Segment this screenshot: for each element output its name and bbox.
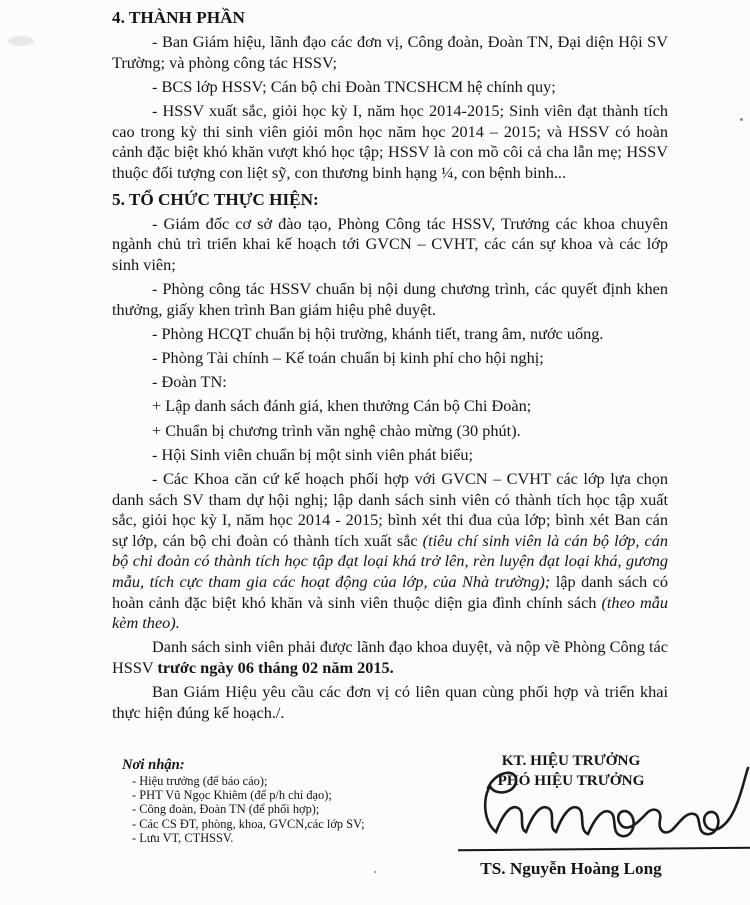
text-run: + Lập danh sách đánh giá, khen thưởng Cán bộ Chi Đoàn; bbox=[152, 396, 532, 416]
paragraph bbox=[112, 98, 668, 184]
document-body bbox=[112, 8, 668, 723]
text-run: - Hội Sinh viên chuẩn bị một sinh viên phát biểu; bbox=[152, 444, 474, 464]
signer-name: TS. Nguyễn Hoàng Long bbox=[480, 859, 662, 878]
signature-position-line: PHÓ HIỆU TRƯỞNG bbox=[497, 771, 645, 789]
signature-authority-line: KT. HIỆU TRƯỞNG bbox=[501, 752, 641, 769]
paragraph bbox=[112, 344, 668, 368]
paragraph bbox=[112, 417, 668, 441]
recipient-item: - Hiệu trưởng (để báo cáo); bbox=[132, 774, 268, 788]
handwritten-signature-icon bbox=[430, 760, 750, 855]
recipients-block bbox=[122, 757, 432, 845]
text-run: Danh sách sinh viên phải được lãnh đạo khoa duyệt, và nộp về Phòng Công tác HSSV bbox=[112, 637, 668, 677]
paragraph bbox=[112, 465, 668, 633]
text-run: - Phòng HCQT chuẩn bị hội trường, khánh tiết, trang âm, nước uống. bbox=[152, 323, 604, 343]
scan-speck bbox=[740, 118, 743, 121]
recipient-item: - Lưu VT, CTHSSV. bbox=[132, 830, 234, 845]
paragraph bbox=[112, 276, 668, 321]
text-run: Ban Giám Hiệu yêu cầu các đơn vị có liên quan cùng phối hợp và triển khai thực hiện đúng kế hoạch./. bbox=[112, 682, 668, 722]
text-run-bold: trước ngày 06 tháng 02 năm 2015. bbox=[157, 657, 394, 677]
text-run: - BCS lớp HSSV; Cán bộ chi Đoàn TNCSHCM hệ chính quy; bbox=[152, 76, 556, 96]
text-run-italic: (tiêu chí sinh viên là cán bộ lớp, cán bộ chi đoàn có thành tích học tập đạt loại khá trở lên, rèn luyện đạt loại khá, gương mẫu, tích cực tham gia các hoạt động của lớp, của Nhà trường); bbox=[112, 530, 668, 591]
text-run-italic: (theo mẫu kèm theo). bbox=[112, 592, 668, 633]
paragraph bbox=[112, 369, 668, 393]
recipient-item: - PHT Vũ Ngọc Khiêm (để p/h chỉ đạo); bbox=[132, 788, 332, 803]
text-run: - Phòng Tài chính – Kế toán chuẩn bị kinh phí cho hội nghị; bbox=[152, 348, 544, 368]
paragraph bbox=[112, 441, 668, 465]
text-run: - HSSV xuất sắc, giỏi học kỳ I, năm học 2014-2015; Sinh viên đạt thành tích cao trong kỳ thi sinh viên giỏi môn học năm học 2014 – 2015; và HSSV có hoàn cảnh đặc biệt khó khăn vượt khó học tập; HSSV là con mồ côi cả cha lẫn mẹ; HSSV thuộc đối tượng con liệt sỹ, con thương binh hạng ¼, con bệnh binh... bbox=[112, 101, 668, 182]
scan-smudge bbox=[8, 36, 34, 46]
paragraph bbox=[112, 210, 668, 275]
scan-speck bbox=[374, 871, 376, 873]
text-run: + Chuẩn bị chương trình văn nghệ chào mừng (30 phút). bbox=[152, 420, 521, 440]
paragraph bbox=[112, 320, 668, 344]
text-run: - Phòng công tác HSSV chuẩn bị nội dung chương trình, các quyết định khen thưởng, giấy khen trình Ban giám hiệu phê duyệt. bbox=[112, 279, 668, 319]
section-heading-4: 4. THÀNH PHẦN bbox=[112, 8, 245, 27]
paragraph bbox=[112, 29, 668, 74]
section-heading-5: 5. TỔ CHỨC THỰC HIỆN: bbox=[112, 189, 319, 209]
paragraph bbox=[112, 679, 668, 724]
text-run: - Ban Giám hiệu, lãnh đạo các đơn vị, Công đoàn, Đoàn TN, Đại diện Hội SV Trường; và phòng công tác HSSV; bbox=[112, 32, 668, 72]
text-run: - Các Khoa căn cứ kế hoạch phối hợp với GVCN – CVHT các lớp lựa chọn danh sách SV tham dự hội nghị; lập danh sách sinh viên có thành tích học tập xuất sắc, giỏi học kỳ I, năm học 2014 - 2015; bình xét thi đua của lớp; bình xét Ban cán sự lớp, cán bộ chi đoàn có thành tích xuất sắc bbox=[112, 469, 668, 550]
recipients-heading: Nơi nhận: bbox=[122, 757, 185, 773]
text-run: - Giám đốc cơ sở đào tạo, Phòng Công tác HSSV, Trưởng các khoa chuyên ngành chủ trì triển khai kế hoạch tới GVCN – CVHT, các cán sự khoa và các lớp sinh viên; bbox=[112, 213, 668, 274]
recipient-item: - Các CS ĐT, phòng, khoa, GVCN,các lớp SV; bbox=[132, 816, 365, 831]
paragraph bbox=[112, 393, 668, 417]
recipient-item: - Công đoàn, Đoàn TN (để phối hợp); bbox=[132, 802, 320, 817]
paragraph bbox=[112, 73, 668, 97]
paragraph bbox=[112, 634, 668, 679]
text-run: lập danh sách có hoàn cảnh đặc biệt khó khăn và sinh viên thuộc diện gia đình chính sách bbox=[112, 571, 668, 612]
text-run: - Đoàn TN: bbox=[152, 372, 227, 392]
